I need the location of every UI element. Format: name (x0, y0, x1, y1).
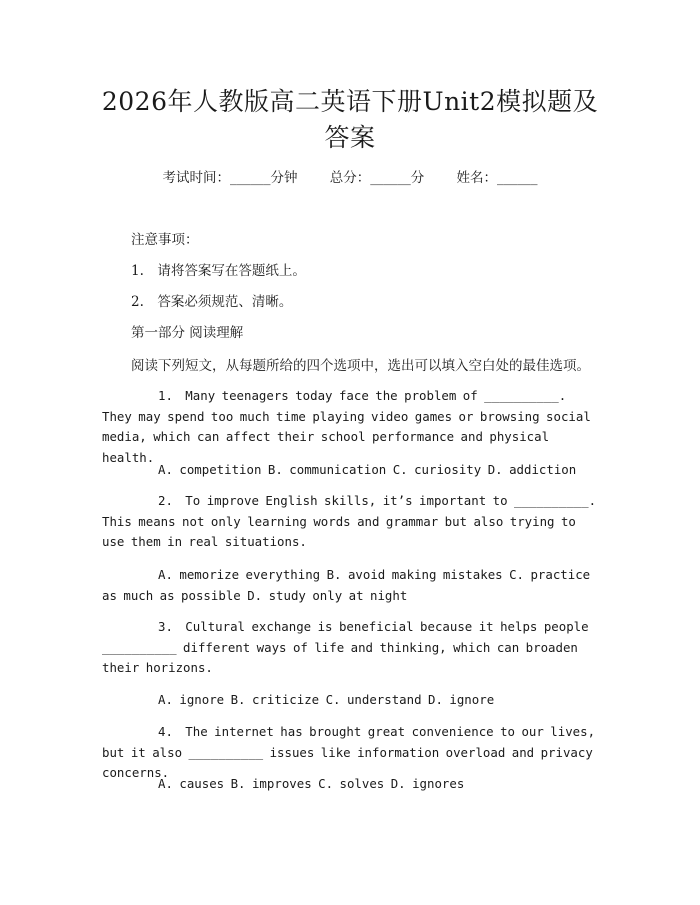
question-options: A. competition B. communication C. curiosity D. addiction (158, 462, 577, 477)
question-options: A. causes B. improves C. solves D. ignores (158, 776, 465, 791)
question-stem: 4. The internet has brought great convenience to our lives, but it also __________ issues like information overload and privacy concerns. (102, 724, 596, 781)
question-options: A. ignore B. criticize C. understand D. ignore (158, 692, 495, 707)
exam-time-field: 考试时间：______分钟 (162, 170, 298, 186)
question-stem: 2. To improve English skills, it’s important to __________. This means not only learning words and grammar but also trying to use them in real situations. (102, 493, 597, 550)
section-instruction: 阅读下列短文，从每题所给的四个选项中，选出可以填入空白处的最佳选项。 (131, 358, 590, 374)
question-stem: 1. Many teenagers today face the problem of __________. They may spend too much time playing video games or browsing social media, which can affect their school performance and physical health. (102, 388, 591, 465)
section-heading: 第一部分 阅读理解 (131, 325, 244, 341)
exam-info-line (0, 168, 700, 188)
question-options: A. memorize everything B. avoid making mistakes C. practice as much as possible D. study only at night (102, 567, 591, 603)
notice-item: 2. 答案必须规范、清晰。 (131, 294, 293, 310)
notice-heading: 注意事项： (131, 232, 199, 248)
question-stem: 3. Cultural exchange is beneficial because it helps people __________ different ways of life and thinking, which can broaden their horizons. (102, 619, 589, 676)
name-field: 姓名：______ (456, 170, 538, 186)
total-score-field: 总分：______分 (329, 170, 425, 186)
notice-item: 1. 请将答案写在答题纸上。 (131, 263, 306, 279)
document-title: 2026年人教版高二英语下册Unit2模拟题及答案 (101, 87, 599, 152)
